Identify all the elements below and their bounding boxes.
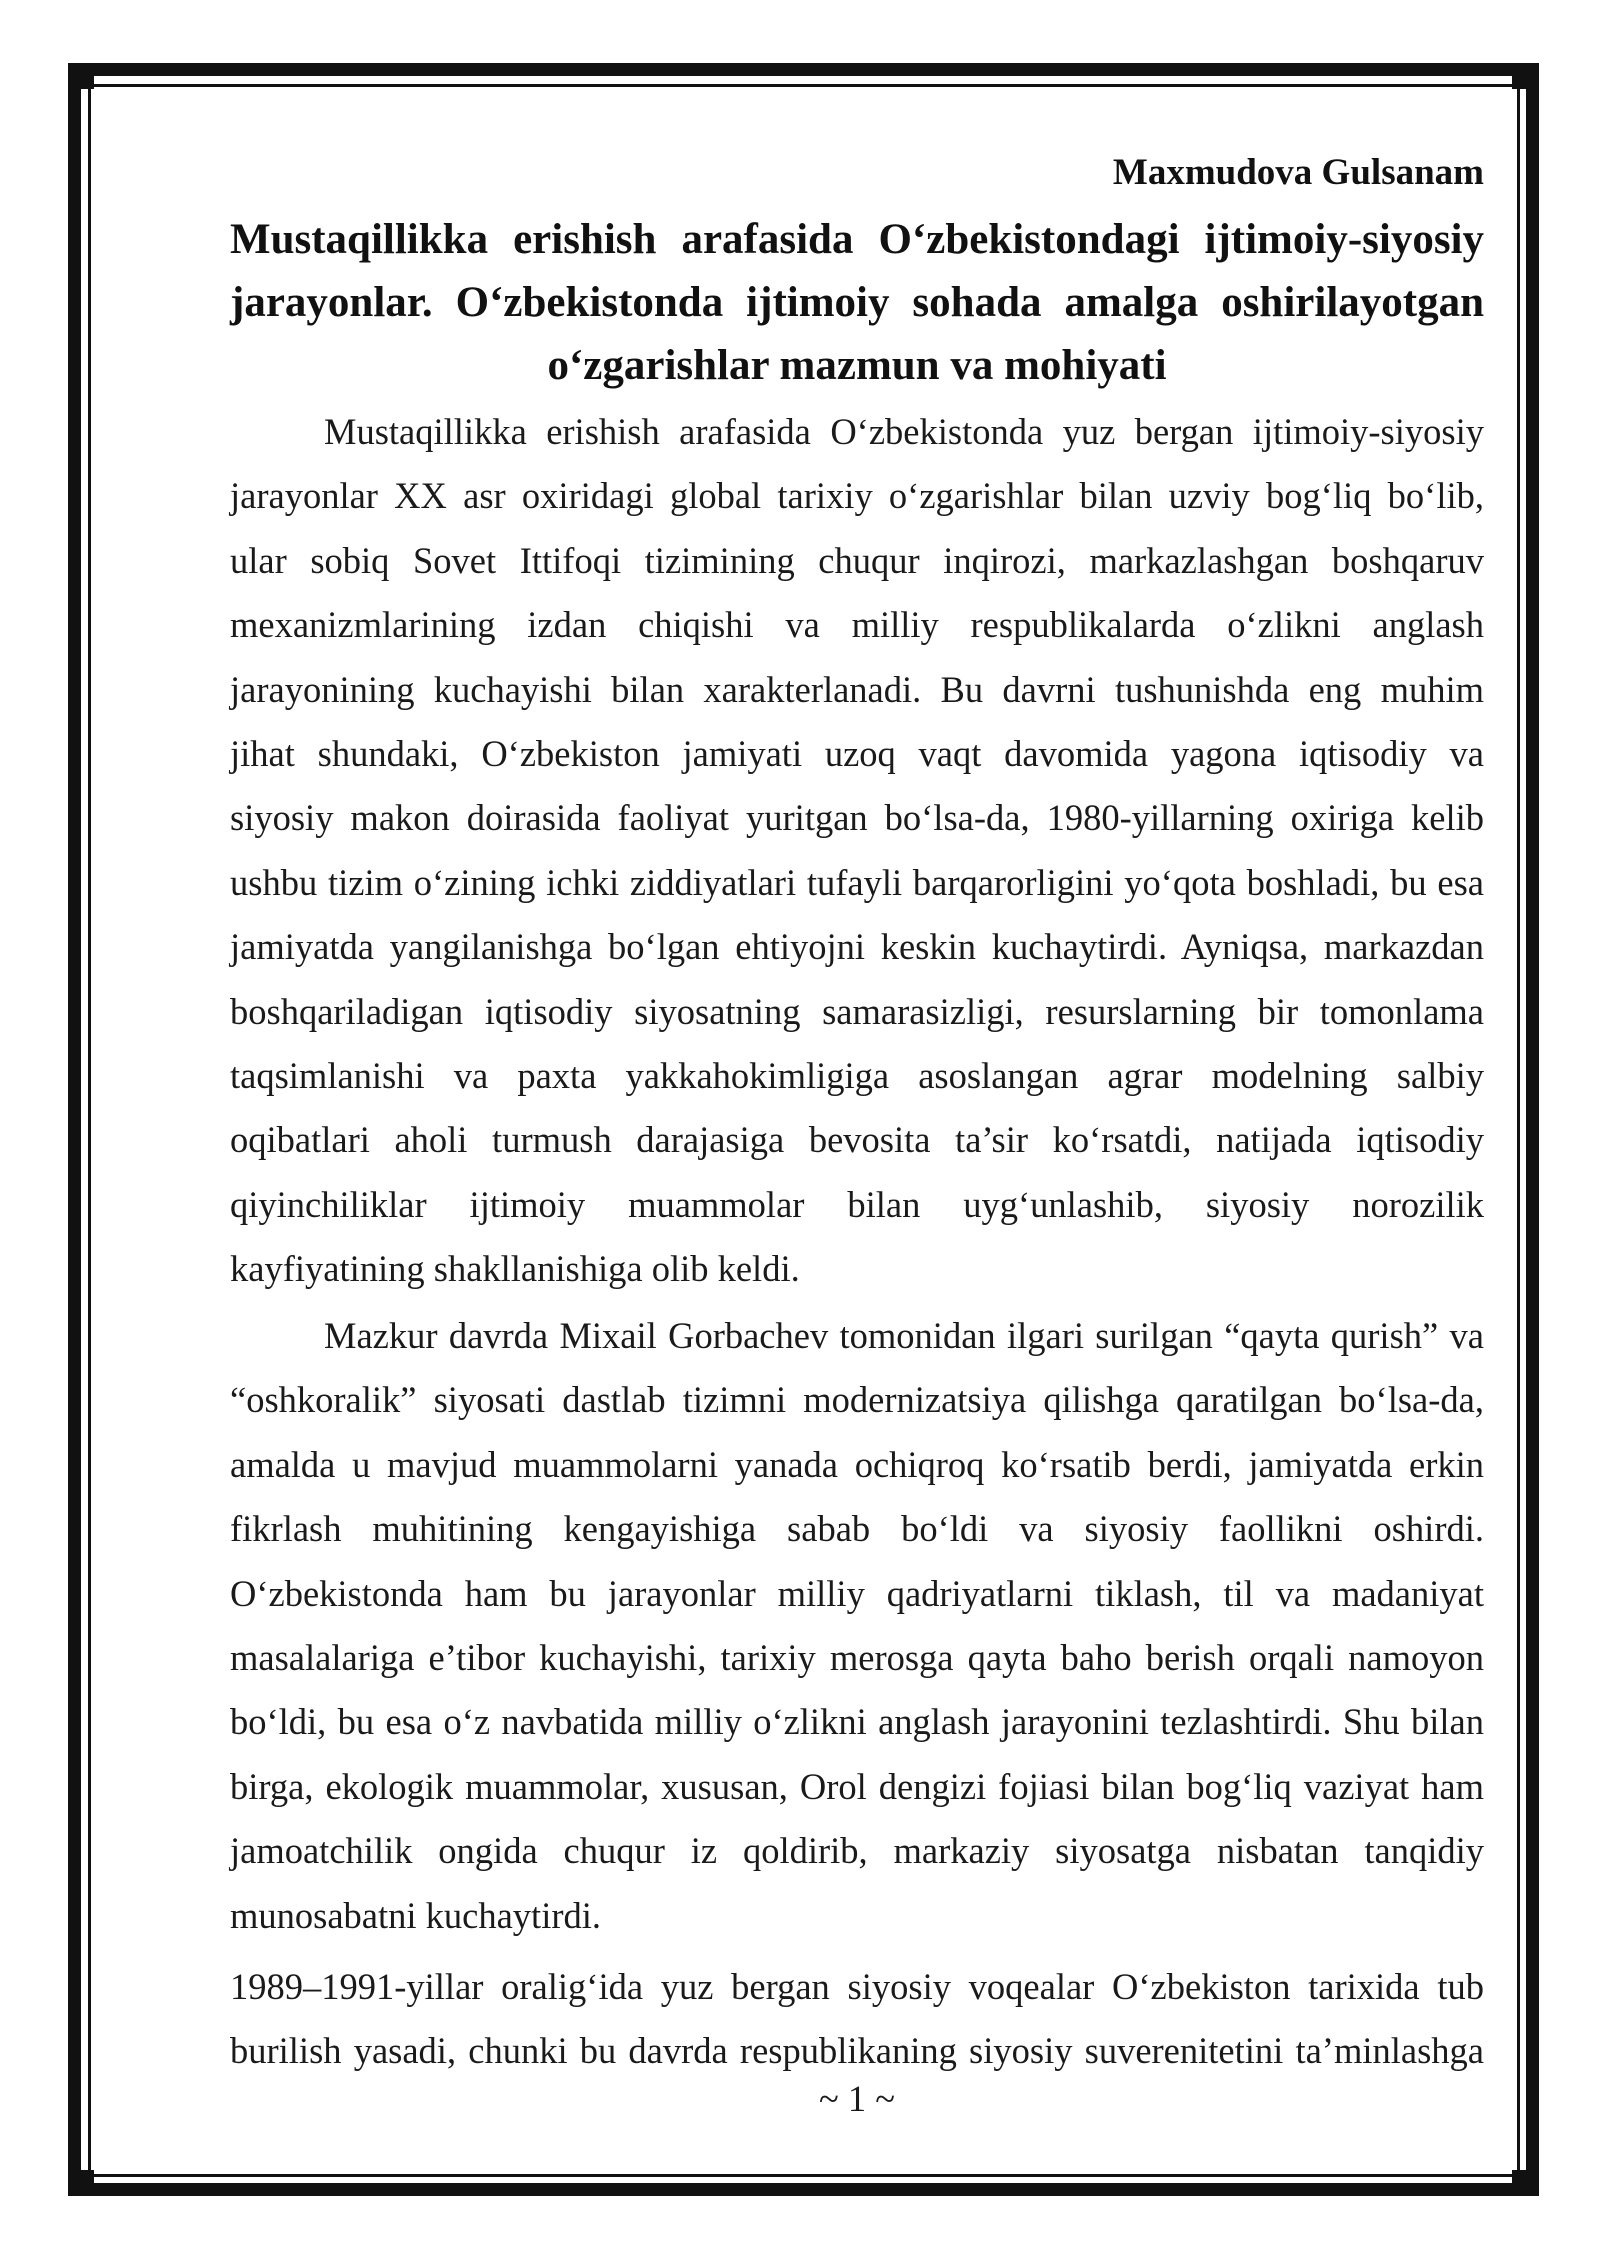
- document-title: [230, 208, 1484, 397]
- paragraph-line: burilish yasadi, chunki bu davrda respublikaning siyosiy suverenitetini ta’minlashga: [230, 2030, 1484, 2072]
- paragraph-line: O‘zbekistonda ham bu jarayonlar milliy qadriyatlarni tiklash, til va madaniyat: [230, 1572, 1484, 1614]
- paragraph-line: ushbu tizim o‘zining ichki ziddiyatlari tufayli barqarorligini yo‘qota boshladi, bu esa: [230, 861, 1484, 903]
- paragraph-line: Mustaqillikka erishish arafasida O‘zbekistonda yuz bergan ijtimoiy-siyosiy: [324, 411, 1484, 452]
- paragraph-1: [230, 400, 1484, 1301]
- border-corner-ornament: [80, 75, 94, 89]
- paragraph-line: taqsimlanishi va paxta yakkahokimligiga asoslangan agrar modelning salbiy: [230, 1054, 1484, 1096]
- paragraph-line: ular sobiq Sovet Ittifoqi tizimining chuqur inqirozi, markazlashgan boshqaruv: [230, 539, 1484, 581]
- paragraph-line: munosabatni kuchaytirdi.: [230, 1894, 602, 1936]
- paragraph-line: 1989–1991-yillar oralig‘ida yuz bergan siyosiy voqealar O‘zbekiston tarixida tub: [230, 1966, 1484, 2007]
- paragraph-line: qiyinchiliklar ijtimoiy muammolar bilan uyg‘unlashib, siyosiy norozilik: [230, 1183, 1484, 1225]
- paragraph-line: boshqariladigan iqtisodiy siyosatning samarasizligi, resurslarning bir tomonlama: [230, 990, 1484, 1032]
- title-line: o‘zgarishlar mazmun va mohiyati: [547, 342, 1167, 389]
- title-line: jarayonlar. O‘zbekistonda ijtimoiy sohada amalga oshirilayotgan: [230, 279, 1484, 326]
- paragraph-line: kayfiyatining shakllanishiga olib keldi.: [230, 1248, 800, 1290]
- paragraph-2: [230, 1304, 1484, 1948]
- paragraph-line: birga, ekologik muammolar, xususan, Orol dengizi fojiasi bilan bog‘liq vaziyat ham: [230, 1765, 1484, 1807]
- author-name: Maxmudova Gulsanam: [1112, 152, 1484, 193]
- paragraph-line: fikrlash muhitining kengayishiga sabab bo‘ldi va siyosiy faollikni oshirdi.: [230, 1508, 1484, 1550]
- paragraph-line: Mazkur davrda Mixail Gorbachev tomonidan ilgari surilgan “qayta qurish” va: [324, 1315, 1484, 1356]
- paragraph-line: jamoatchilik ongida chuqur iz qoldirib, markaziy siyosatga nisbatan tanqidiy: [230, 1830, 1484, 1872]
- border-corner-ornament: [1512, 75, 1526, 89]
- paragraph-line: jihat shundaki, O‘zbekiston jamiyati uzoq vaqt davomida yagona iqtisodiy va: [230, 732, 1484, 774]
- paragraph-line: bo‘ldi, bu esa o‘z navbatida milliy o‘zlikni anglash jarayonini tezlashtirdi. Shu bilan: [230, 1701, 1484, 1743]
- page-number: ~ 1 ~: [819, 2078, 895, 2119]
- paragraph-line: amalda u mavjud muammolarni yanada ochiqroq ko‘rsatib berdi, jamiyatda erkin: [230, 1443, 1484, 1485]
- paragraph-line: mexanizmlarining izdan chiqishi va milliy respublikalarda o‘zlikni anglash: [230, 604, 1484, 646]
- paragraph-line: “oshkoralik” siyosati dastlab tizimni modernizatsiya qilishga qaratilgan bo‘lsa-da,: [230, 1379, 1484, 1421]
- paragraph-line: masalalariga e’tibor kuchayishi, tarixiy merosga qayta baho berish orqali namoyon: [230, 1636, 1484, 1678]
- border-corner-ornament: [1512, 2170, 1526, 2184]
- paragraph-3: [230, 1955, 1484, 2084]
- paragraph-line: oqibatlari aholi turmush darajasiga bevosita ta’sir ko‘rsatdi, natijada iqtisodiy: [230, 1119, 1484, 1161]
- paragraph-line: siyosiy makon doirasida faoliyat yuritgan bo‘lsa-da, 1980-yillarning oxiriga kelib: [230, 797, 1484, 839]
- paragraph-line: jarayonining kuchayishi bilan xarakterlanadi. Bu davrni tushunishda eng muhim: [230, 668, 1484, 710]
- paragraph-line: jamiyatda yangilanishga bo‘lgan ehtiyojni keskin kuchaytirdi. Ayniqsa, markazdan: [230, 926, 1484, 968]
- title-line: Mustaqillikka erishish arafasida O‘zbekistondagi ijtimoiy-siyosiy: [230, 216, 1484, 263]
- paragraph-line: jarayonlar XX asr oxiridagi global tarixiy o‘zgarishlar bilan uzviy bog‘liq bo‘lib,: [230, 475, 1484, 517]
- border-corner-ornament: [80, 2170, 94, 2184]
